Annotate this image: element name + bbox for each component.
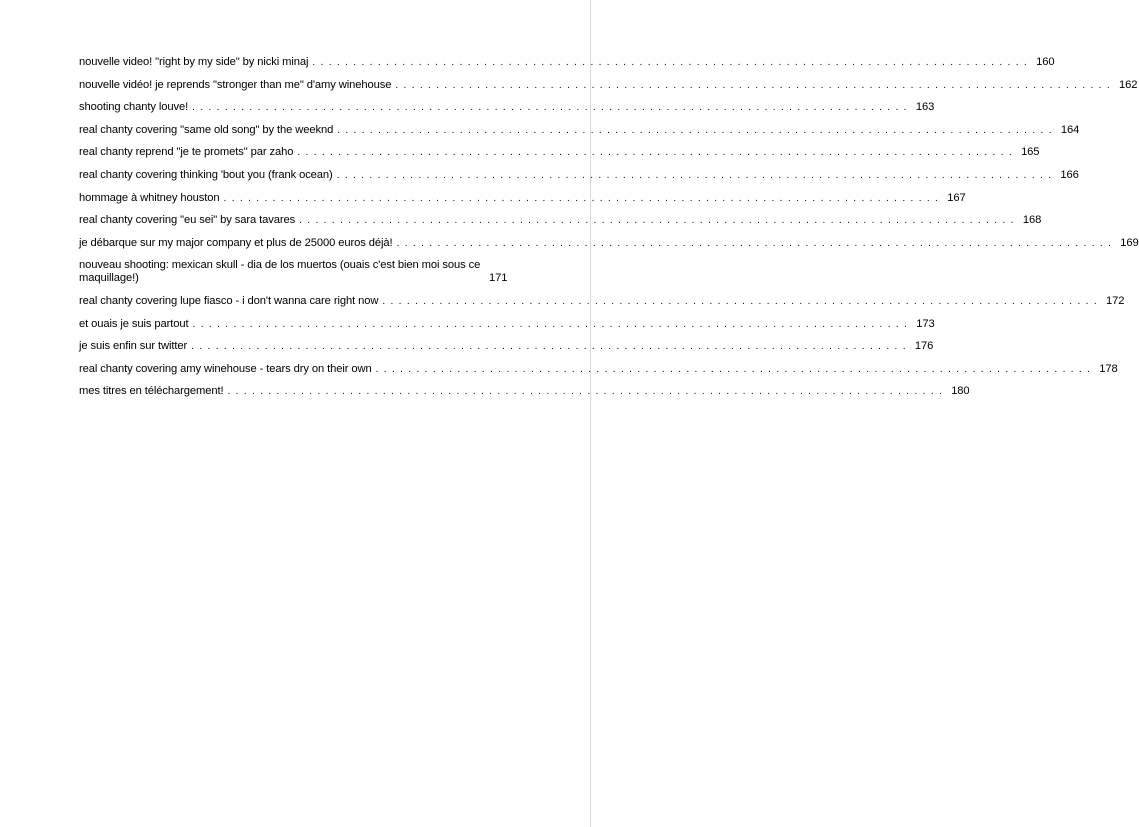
toc-entry-page: 173 [916,317,935,330]
toc-entry-title: mes titres en téléchargement! [79,385,224,398]
toc-entry-page: 168 [1022,214,1042,227]
toc-leader-dots: ........................................................................................ [227,386,948,398]
toc-entry[interactable] [79,168,1079,182]
toc-entry-title: nouveau shooting: mexican skull - dia de los muertos (ouais c'est bien moi sous ce maquillage!) [79,259,481,285]
toc-entry[interactable] [79,259,513,285]
toc-entry-title: real chanty covering thinking 'bout you (frank ocean) [79,168,333,181]
toc-entry-page: 178 [1099,362,1118,375]
toc-entry-page: 163 [915,101,935,114]
toc-leader-dots: ........................................................................................ [395,79,1116,91]
toc-leader-dots: ........................................................................................ [336,169,1057,181]
toc-entry-page: 180 [951,385,970,398]
toc-entry-title: real chanty covering lupe fiasco - i don't wanna care right now [79,294,379,307]
toc-entry[interactable] [79,191,966,205]
toc-entry[interactable] [79,56,1055,69]
toc-leader-dots: ........................................................................................ [312,57,1033,68]
toc-leader-dots: ........................................................................................ [192,318,913,330]
toc-entry-page: 169 [1120,236,1139,249]
toc-leader-dots: ........................................................................................ [297,147,1018,159]
toc-leader-dots: ........................................................................................ [192,102,912,114]
toc-leader-dots: ........................................................................................ [223,192,944,204]
toc-leader-dots: ........................................................................................ [375,363,1096,375]
toc-entry[interactable] [79,362,1118,376]
toc-entry-title: je suis enfin sur twitter [79,340,188,353]
toc-entry-title: real chanty reprend "je te promets" par zaho [79,146,294,159]
toc-entry-page: 167 [947,191,966,204]
toc-entry-page: 176 [914,340,934,353]
toc-entry[interactable] [79,101,935,114]
toc-leader-dots: ........................................................................................ [382,295,1103,307]
toc-entry-title: nouvelle video! "right by my side" by nicki minaj [79,56,309,68]
toc-leader-dots: ........................................................................................ [396,237,1117,249]
toc-entry[interactable] [79,146,1040,159]
table-of-contents [79,56,1139,408]
toc-entry-title: nouvelle vidéo! je reprends "stronger than me" d'amy winehouse [79,78,392,91]
toc-entry[interactable] [79,294,1125,308]
toc-entry[interactable] [79,317,935,331]
toc-entry[interactable] [79,78,1138,92]
toc-entry-page: 172 [1106,294,1125,307]
toc-entry-page: 171 [489,272,508,285]
toc-entry-page: 160 [1036,56,1055,68]
toc-entry[interactable] [79,214,1042,227]
toc-entry[interactable] [79,340,934,353]
toc-entry-title: et ouais je suis partout [79,317,189,330]
toc-entry-title: je débarque sur my major company et plus de 25000 euros déjà! [79,236,393,249]
toc-entry-title: hommage à whitney houston [79,191,220,204]
toc-entry-page: 164 [1060,123,1080,136]
toc-leader-dots: ........................................................................................ [191,341,911,353]
toc-entry[interactable] [79,385,970,398]
toc-entry-title: real chanty covering "eu sei" by sara tavares [79,214,296,227]
toc-entry-page: 166 [1060,168,1079,181]
toc-entry-title: shooting chanty louve! [79,101,189,114]
toc-entry[interactable] [79,123,1080,137]
toc-leader-dots: ........................................................................................ [337,124,1057,136]
toc-entry-page: 165 [1021,146,1040,159]
toc-leader-dots: ........................................................................................ [299,215,1019,227]
toc-entry-title: real chanty covering amy winehouse - tears dry on their own [79,362,372,375]
toc-entry-title: real chanty covering "same old song" by the weeknd [79,123,334,136]
toc-entry[interactable] [79,236,1139,250]
toc-entry-page: 162 [1119,78,1138,91]
